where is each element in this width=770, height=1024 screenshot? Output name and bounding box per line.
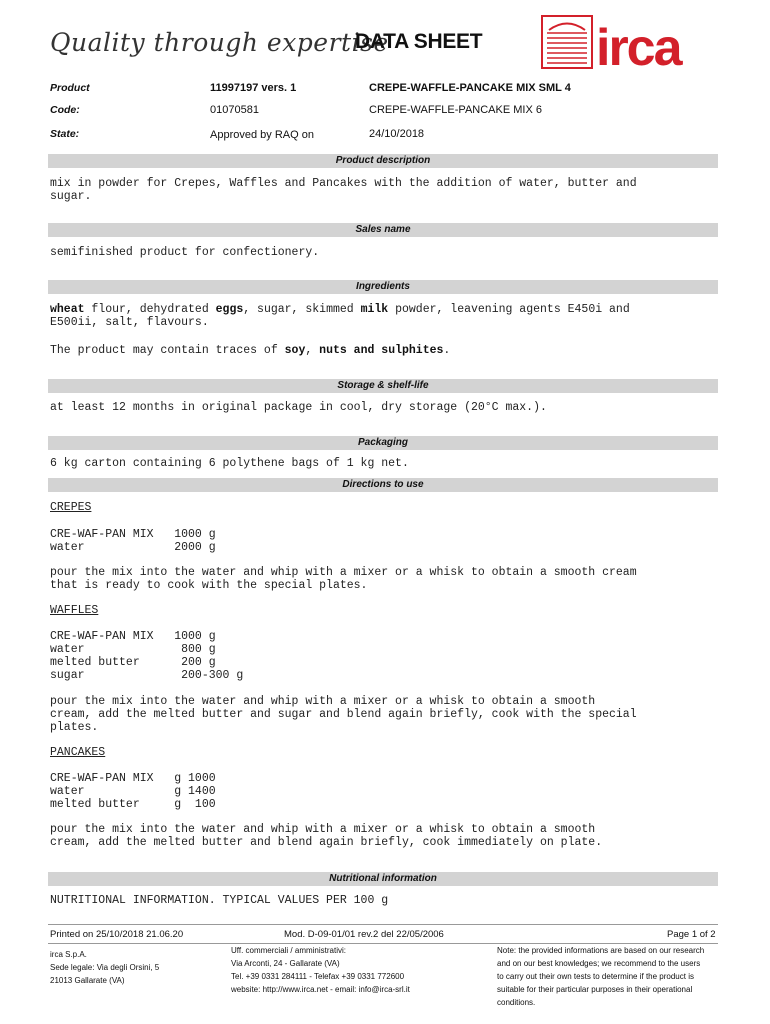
office-info: Uff. commerciali / amministrativi: Via Arconti, 24 - Gallarate (VA) Tel. +39 0331 284111 - Telefax +39 0331 772600 website: http://www.irca.net - email: info@irca-srl.it bbox=[231, 946, 410, 994]
mod-reference: Mod. D-09-01/01 rev.2 del 22/05/2006 bbox=[284, 929, 444, 940]
nutritional-text: NUTRITIONAL INFORMATION. TYPICAL VALUES PER 100 g bbox=[50, 894, 389, 907]
product-name: CREPE-WAFFLE-PANCAKE MIX SML 4 bbox=[369, 82, 571, 94]
pancakes-text-line-1: pour the mix into the water and whip with a mixer or a whisk to obtain a smooth bbox=[50, 823, 596, 836]
waffles-text-line-1: pour the mix into the water and whip with a mixer or a whisk to obtain a smooth bbox=[50, 695, 596, 708]
product-description-line-2: sugar. bbox=[50, 190, 92, 203]
crepes-text-line-2: that is ready to cook with the special plates. bbox=[50, 579, 368, 592]
crepes-recipe-line-2: water 2000 g bbox=[50, 541, 216, 554]
sales-name-text: semifinished product for confectionery. bbox=[50, 246, 320, 259]
tagline: Quality through expertise bbox=[50, 28, 389, 57]
section-bar-sales-name: Sales name bbox=[48, 223, 718, 237]
company-info: irca S.p.A. Sede legale: Via degli Orsini, 5 21013 Gallarate (VA) bbox=[50, 950, 160, 985]
section-bar-ingredients: Ingredients bbox=[48, 280, 718, 294]
irca-logo bbox=[541, 15, 721, 71]
waffles-text-line-3: plates. bbox=[50, 721, 99, 734]
pancakes-recipe-line-1: CRE-WAF-PAN MIX g 1000 bbox=[50, 772, 216, 785]
section-bar-storage: Storage & shelf-life bbox=[48, 379, 718, 393]
packaging-text: 6 kg carton containing 6 polythene bags of 1 kg net. bbox=[50, 457, 409, 470]
crepes-heading: CREPES bbox=[50, 501, 92, 514]
waffles-recipe-line-4: sugar 200-300 g bbox=[50, 669, 244, 682]
page-title: DATA SHEET bbox=[355, 30, 483, 53]
ingredients-line-2: E500ii, salt, flavours. bbox=[50, 316, 209, 329]
section-bar-packaging: Packaging bbox=[48, 436, 718, 450]
pancakes-text-line-2: cream, add the melted butter and blend again briefly, cook immediately on plate. bbox=[50, 836, 603, 849]
page-number: Page 1 of 2 bbox=[667, 929, 716, 940]
section-bar-product-description: Product description bbox=[48, 154, 718, 168]
code-label: Code: bbox=[50, 104, 80, 116]
allergen-traces: The product may contain traces of soy, nuts and sulphites. bbox=[50, 344, 451, 357]
waffles-recipe-line-1: CRE-WAF-PAN MIX 1000 g bbox=[50, 630, 216, 643]
storage-text: at least 12 months in original package in cool, dry storage (20°C max.). bbox=[50, 401, 547, 414]
state-value: Approved by RAQ on bbox=[210, 129, 314, 141]
disclaimer-note: Note: the provided informations are based on our research and on our best knowledges; we recommend to the users to carry out their own tests to determine if the product is suitable for their particular purposes in their operational conditions. bbox=[497, 946, 705, 1007]
state-label: State: bbox=[50, 128, 80, 140]
product-description-line-1: mix in powder for Crepes, Waffles and Pancakes with the addition of water, butter and bbox=[50, 177, 637, 190]
waffles-heading: WAFFLES bbox=[50, 604, 99, 617]
pancakes-recipe-line-3: melted butter g 100 bbox=[50, 798, 216, 811]
crepes-recipe-line-1: CRE-WAF-PAN MIX 1000 g bbox=[50, 528, 216, 541]
code-value: 01070581 bbox=[210, 104, 259, 116]
section-bar-directions: Directions to use bbox=[48, 478, 718, 492]
printed-date: Printed on 25/10/2018 21.06.20 bbox=[50, 929, 184, 940]
footer-divider bbox=[48, 924, 718, 925]
waffles-text-line-2: cream, add the melted butter and sugar and blend again briefly, cook with the special bbox=[50, 708, 637, 721]
pancakes-recipe-line-2: water g 1400 bbox=[50, 785, 216, 798]
product-label: Product bbox=[50, 82, 90, 94]
waffles-recipe-line-2: water 800 g bbox=[50, 643, 216, 656]
waffles-recipe-line-3: melted butter 200 g bbox=[50, 656, 216, 669]
state-date: 24/10/2018 bbox=[369, 128, 425, 140]
code-name: CREPE-WAFFLE-PANCAKE MIX 6 bbox=[369, 104, 542, 116]
logo-text: irca bbox=[596, 19, 681, 71]
crepes-text-line-1: pour the mix into the water and whip with a mixer or a whisk to obtain a smooth cream bbox=[50, 566, 637, 579]
product-value: 11997197 vers. 1 bbox=[210, 82, 297, 94]
section-bar-nutritional: Nutritional information bbox=[48, 872, 718, 886]
ingredients-line-1: wheat flour, dehydrated eggs, sugar, skimmed milk powder, leavening agents E450i and bbox=[50, 303, 630, 316]
pancakes-heading: PANCAKES bbox=[50, 746, 106, 759]
